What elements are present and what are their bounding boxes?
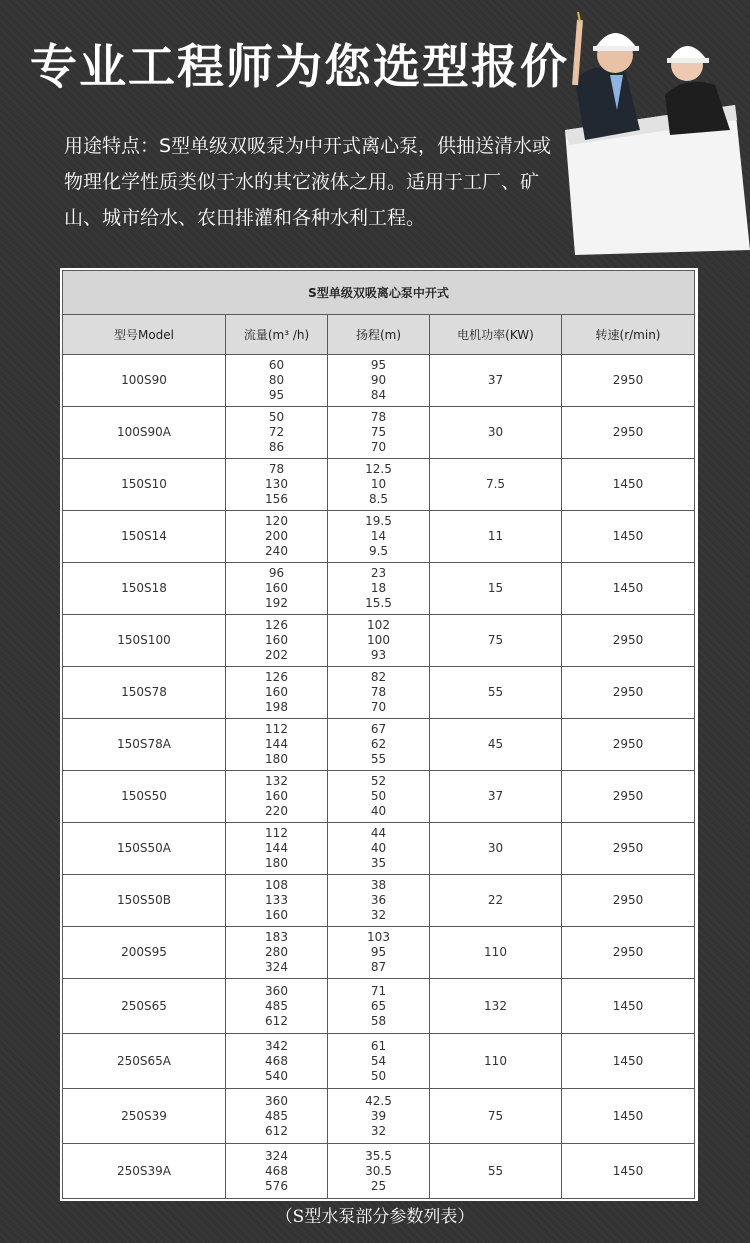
flow-value: 485	[265, 1108, 288, 1123]
head-value: 55	[370, 752, 387, 766]
flow-value: 360	[265, 1093, 288, 1108]
flow-cell	[226, 563, 328, 615]
head-value: 90	[370, 373, 387, 387]
flow-value: 183	[265, 930, 288, 944]
table-row	[63, 979, 695, 1034]
model-cell: 150S18	[63, 563, 226, 615]
head-value: 19.5	[365, 514, 392, 528]
head-value: 100	[367, 633, 390, 647]
power-cell: 75	[430, 615, 562, 667]
head-cell	[328, 407, 430, 459]
model-cell: 150S100	[63, 615, 226, 667]
flow-value: 612	[265, 1123, 288, 1138]
power-cell: 7.5	[430, 459, 562, 511]
flow-value: 108	[265, 878, 288, 892]
flow-value: 485	[265, 998, 288, 1013]
head-cell	[328, 511, 430, 563]
flow-value: 72	[268, 425, 285, 439]
table-row	[63, 719, 695, 771]
table-row	[63, 927, 695, 979]
column-header: 电机功率(KW)	[430, 315, 562, 355]
model-cell: 150S50A	[63, 823, 226, 875]
table-row	[63, 459, 695, 511]
flow-value: 132	[265, 774, 288, 788]
flow-cell	[226, 355, 328, 407]
description-text: 用途特点：S型单级双吸泵为中开式离心泵，供抽送清水或物理化学性质类似于水的其它液体之用。适用于工厂、矿山、城市给水、农田排灌和各种水利工程。	[64, 135, 552, 229]
speed-cell: 1450	[562, 1034, 695, 1089]
flow-value: 144	[265, 737, 288, 751]
power-cell: 55	[430, 667, 562, 719]
head-value: 35.5	[365, 1148, 392, 1163]
head-value: 95	[370, 358, 387, 372]
model-cell: 250S39	[63, 1089, 226, 1144]
table-title: S型单级双吸离心泵中开式	[63, 271, 695, 315]
head-value: 62	[370, 737, 387, 751]
flow-value: 160	[265, 908, 288, 922]
head-cell	[328, 875, 430, 927]
speed-cell: 2950	[562, 615, 695, 667]
head-value: 71	[370, 983, 387, 998]
flow-value: 342	[265, 1038, 288, 1053]
speed-cell: 2950	[562, 823, 695, 875]
flow-cell	[226, 667, 328, 719]
flow-value: 202	[265, 648, 288, 662]
head-cell	[328, 459, 430, 511]
head-value: 30.5	[365, 1163, 392, 1178]
flow-value: 112	[265, 722, 288, 736]
head-value: 44	[370, 826, 387, 840]
head-value: 78	[370, 410, 387, 424]
table-row	[63, 615, 695, 667]
speed-cell: 2950	[562, 355, 695, 407]
head-cell	[328, 719, 430, 771]
power-cell: 37	[430, 355, 562, 407]
flow-value: 192	[265, 596, 288, 610]
power-cell: 110	[430, 927, 562, 979]
model-cell: 100S90A	[63, 407, 226, 459]
speed-cell: 1450	[562, 511, 695, 563]
head-cell	[328, 355, 430, 407]
model-cell: 150S10	[63, 459, 226, 511]
head-value: 35	[370, 856, 387, 870]
flow-cell	[226, 875, 328, 927]
flow-value: 86	[268, 440, 285, 454]
head-value: 84	[370, 388, 387, 402]
power-cell: 110	[430, 1034, 562, 1089]
flow-value: 180	[265, 752, 288, 766]
head-cell	[328, 615, 430, 667]
flow-value: 78	[268, 462, 285, 476]
head-value: 15.5	[365, 596, 392, 610]
table-row	[63, 875, 695, 927]
speed-cell: 1450	[562, 979, 695, 1034]
power-cell: 75	[430, 1089, 562, 1144]
model-cell: 150S78	[63, 667, 226, 719]
speed-cell: 2950	[562, 927, 695, 979]
head-value: 50	[370, 1068, 387, 1083]
model-cell: 150S78A	[63, 719, 226, 771]
head-cell	[328, 927, 430, 979]
head-value: 18	[370, 581, 387, 595]
speed-cell: 2950	[562, 407, 695, 459]
head-cell	[328, 771, 430, 823]
head-value: 87	[370, 960, 387, 974]
model-cell: 250S65	[63, 979, 226, 1034]
power-cell: 30	[430, 823, 562, 875]
flow-cell	[226, 1144, 328, 1199]
speed-cell: 1450	[562, 1089, 695, 1144]
flow-value: 160	[265, 685, 288, 699]
flow-cell	[226, 459, 328, 511]
head-value: 70	[370, 440, 387, 454]
head-value: 102	[367, 618, 390, 632]
head-value: 58	[370, 1013, 387, 1028]
head-value: 8.5	[368, 492, 389, 506]
power-cell: 30	[430, 407, 562, 459]
head-value: 54	[370, 1053, 387, 1068]
head-value: 50	[370, 789, 387, 803]
head-value: 103	[367, 930, 390, 944]
flow-cell	[226, 1034, 328, 1089]
head-value: 10	[370, 477, 387, 491]
column-header: 型号Model	[63, 315, 226, 355]
head-value: 14	[370, 529, 387, 543]
head-value: 93	[370, 648, 387, 662]
model-cell: 250S65A	[63, 1034, 226, 1089]
engineers-illustration	[555, 10, 750, 255]
hero-banner	[0, 0, 750, 262]
speed-cell: 1450	[562, 459, 695, 511]
head-value: 65	[370, 998, 387, 1013]
flow-value: 50	[268, 410, 285, 424]
flow-value: 130	[265, 477, 288, 491]
model-cell: 100S90	[63, 355, 226, 407]
head-cell	[328, 563, 430, 615]
flow-value: 540	[265, 1068, 288, 1083]
flow-value: 468	[265, 1053, 288, 1068]
table-row	[63, 771, 695, 823]
head-value: 25	[370, 1178, 387, 1193]
head-cell	[328, 823, 430, 875]
power-cell: 15	[430, 563, 562, 615]
flow-cell	[226, 511, 328, 563]
flow-value: 95	[268, 388, 285, 402]
head-value: 78	[370, 685, 387, 699]
flow-value: 156	[265, 492, 288, 506]
column-header: 流量(m³ /h)	[226, 315, 328, 355]
speed-cell: 2950	[562, 771, 695, 823]
flow-value: 160	[265, 633, 288, 647]
head-value: 40	[370, 841, 387, 855]
head-value: 61	[370, 1038, 387, 1053]
flow-value: 324	[265, 960, 288, 974]
speed-cell: 1450	[562, 1144, 695, 1199]
column-header: 转速(r/min)	[562, 315, 695, 355]
speed-cell: 2950	[562, 667, 695, 719]
table-row	[63, 1089, 695, 1144]
head-cell	[328, 1089, 430, 1144]
head-value: 52	[370, 774, 387, 788]
flow-cell	[226, 771, 328, 823]
flow-value: 220	[265, 804, 288, 818]
head-value: 38	[370, 878, 387, 892]
power-cell: 132	[430, 979, 562, 1034]
flow-value: 180	[265, 856, 288, 870]
flow-cell	[226, 823, 328, 875]
flow-cell	[226, 615, 328, 667]
head-value: 42.5	[365, 1093, 392, 1108]
flow-value: 576	[265, 1178, 288, 1193]
head-value: 36	[370, 893, 387, 907]
table-row	[63, 667, 695, 719]
column-header: 扬程(m)	[328, 315, 430, 355]
flow-value: 160	[265, 789, 288, 803]
flow-value: 280	[265, 945, 288, 959]
table-row	[63, 355, 695, 407]
flow-value: 360	[265, 983, 288, 998]
head-value: 75	[370, 425, 387, 439]
flow-value: 324	[265, 1148, 288, 1163]
table-row	[63, 511, 695, 563]
head-value: 12.5	[365, 462, 392, 476]
headline: 专业工程师为您选型报价	[30, 40, 569, 95]
flow-cell	[226, 979, 328, 1034]
head-cell	[328, 1144, 430, 1199]
head-cell	[328, 1034, 430, 1089]
flow-value: 120	[265, 514, 288, 528]
flow-value: 60	[268, 358, 285, 372]
head-value: 39	[370, 1108, 387, 1123]
model-cell: 150S50B	[63, 875, 226, 927]
flow-value: 240	[265, 544, 288, 558]
power-cell: 11	[430, 511, 562, 563]
model-cell: 250S39A	[63, 1144, 226, 1199]
model-cell: 200S95	[63, 927, 226, 979]
flow-value: 160	[265, 581, 288, 595]
flow-cell	[226, 407, 328, 459]
flow-value: 126	[265, 618, 288, 632]
flow-value: 112	[265, 826, 288, 840]
table-row	[63, 1144, 695, 1199]
model-cell: 150S14	[63, 511, 226, 563]
table-row	[63, 1034, 695, 1089]
pump-parameter-table	[60, 268, 698, 1201]
head-value: 23	[370, 566, 387, 580]
table-row	[63, 563, 695, 615]
head-value: 95	[370, 945, 387, 959]
power-cell: 45	[430, 719, 562, 771]
flow-value: 96	[268, 566, 285, 580]
head-value: 32	[370, 908, 387, 922]
flow-cell	[226, 927, 328, 979]
speed-cell: 1450	[562, 563, 695, 615]
power-cell: 22	[430, 875, 562, 927]
flow-value: 126	[265, 670, 288, 684]
head-cell	[328, 667, 430, 719]
flow-cell	[226, 1089, 328, 1144]
power-cell: 55	[430, 1144, 562, 1199]
flow-value: 612	[265, 1013, 288, 1028]
flow-value: 468	[265, 1163, 288, 1178]
table-row	[63, 823, 695, 875]
flow-cell	[226, 719, 328, 771]
flow-value: 200	[265, 529, 288, 543]
head-value: 67	[370, 722, 387, 736]
flow-value: 144	[265, 841, 288, 855]
power-cell: 37	[430, 771, 562, 823]
head-value: 9.5	[368, 544, 389, 558]
model-cell: 150S50	[63, 771, 226, 823]
speed-cell: 2950	[562, 875, 695, 927]
table-caption: （S型水泵部分参数列表）	[275, 1207, 475, 1227]
head-value: 40	[370, 804, 387, 818]
flow-value: 80	[268, 373, 285, 387]
flow-value: 198	[265, 700, 288, 714]
table-row	[63, 407, 695, 459]
head-value: 70	[370, 700, 387, 714]
flow-value: 133	[265, 893, 288, 907]
head-cell	[328, 979, 430, 1034]
head-value: 32	[370, 1123, 387, 1138]
speed-cell: 2950	[562, 719, 695, 771]
head-value: 82	[370, 670, 387, 684]
